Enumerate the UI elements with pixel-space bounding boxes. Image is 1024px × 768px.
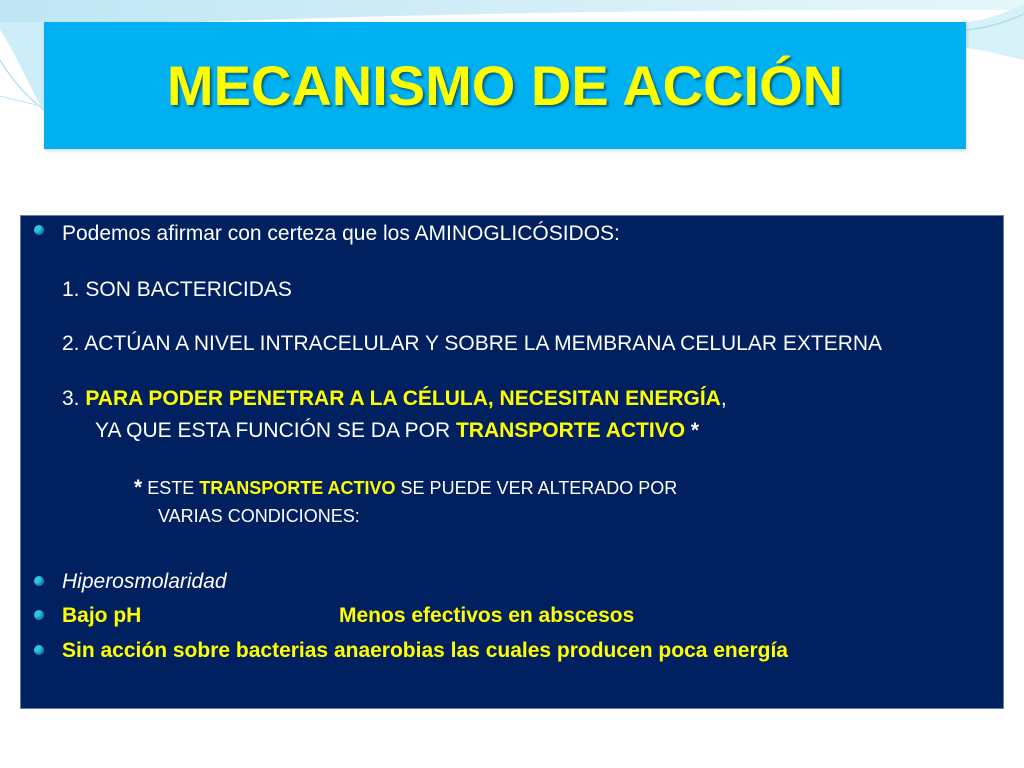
item-3-prefix: 3. [62, 387, 86, 410]
item-3-comma: , [720, 387, 727, 410]
bullet-icon [34, 610, 44, 620]
condition-3 [62, 638, 788, 664]
bullet-icon [34, 225, 44, 235]
bullet-icon [34, 576, 44, 586]
item-3-line-2 [95, 418, 699, 444]
note-text-2: SE PUEDE VER ALTERADO POR [395, 478, 678, 498]
note-text-1: ESTE [142, 478, 200, 498]
item-2-label: 2. ACTÚAN A NIVEL INTRACELULAR Y SOBRE LA MEMBRANA CELULAR EXTERNA [62, 332, 883, 355]
item-1 [62, 277, 292, 303]
note-line-1 [134, 475, 677, 501]
item-1-label: 1. SON BACTERICIDAS [62, 278, 292, 301]
item-3-line-2-text: YA QUE ESTA FUNCIÓN SE DA POR [95, 419, 456, 442]
condition-1-label: Hiperosmolaridad [62, 570, 227, 593]
bullet-icon [34, 645, 44, 655]
condition-2-effect-label: Menos efectivos en abscesos [339, 604, 635, 627]
title-banner [44, 22, 966, 149]
condition-2-label: Bajo pH [62, 604, 142, 627]
item-3-line-2-star: * [685, 419, 700, 442]
slide-title: MECANISMO DE ACCIÓN [166, 54, 844, 117]
note-line-2 [158, 503, 360, 529]
item-2 [62, 331, 882, 357]
condition-2 [62, 603, 141, 629]
note-star: * [134, 476, 143, 499]
content-panel [20, 215, 1004, 709]
condition-3-label: Sin acción sobre bacterias anaerobias las cuales producen poca energía [62, 639, 788, 662]
intro-text [62, 221, 620, 247]
intro-label: Podemos afirmar con certeza que los AMINOGLICÓSIDOS: [62, 222, 620, 245]
condition-1 [62, 569, 227, 595]
condition-2-effect [339, 603, 634, 629]
note-line-2-label: VARIAS CONDICIONES: [158, 506, 360, 526]
note-highlight: TRANSPORTE ACTIVO [199, 478, 396, 498]
item-3 [62, 386, 727, 412]
item-3-highlight: PARA PODER PENETRAR A LA CÉLULA, NECESITAN ENERGÍA [85, 387, 721, 410]
item-3-line-2-highlight: TRANSPORTE ACTIVO [455, 419, 686, 442]
